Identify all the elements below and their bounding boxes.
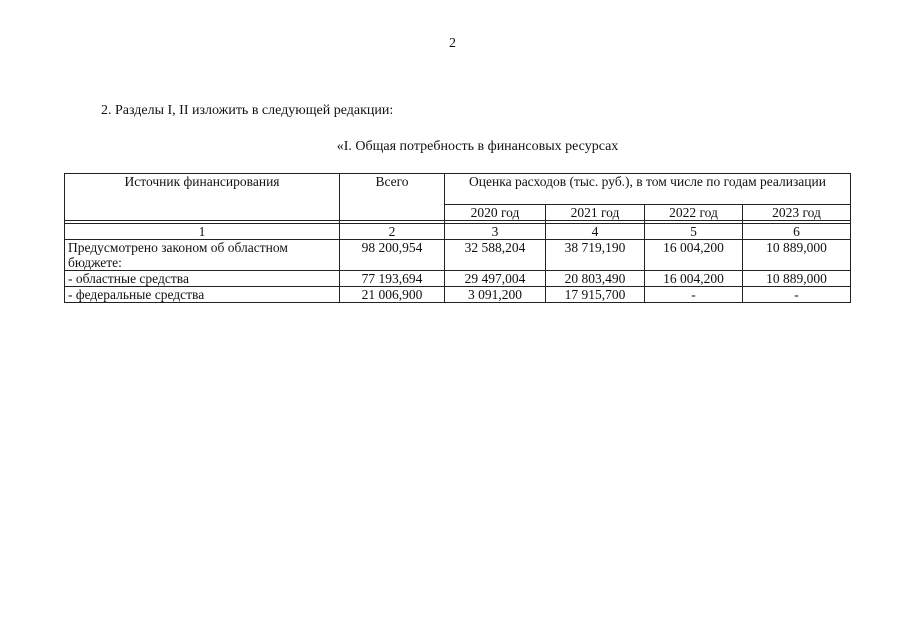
header-total: Всего [340, 174, 445, 221]
header-estimate: Оценка расходов (тыс. руб.), в том числе по годам реализации [445, 174, 851, 205]
amendment-instruction: 2. Разделы I, II изложить в следующей редакции: [101, 103, 394, 118]
row-source: - федеральные средства [65, 287, 340, 303]
row-value-2020: 32 588,204 [445, 240, 546, 271]
column-number: 2 [340, 224, 445, 240]
row-value-2023: 10 889,000 [743, 240, 851, 271]
column-number: 6 [743, 224, 851, 240]
row-source: - областные средства [65, 271, 340, 287]
column-number: 1 [65, 224, 340, 240]
row-value-2021: 17 915,700 [546, 287, 645, 303]
page-number: 2 [449, 36, 456, 51]
row-source: Предусмотрено законом об областном бюджете: [65, 240, 340, 271]
header-source: Источник финансирования [65, 174, 340, 221]
row-total: 77 193,694 [340, 271, 445, 287]
column-number: 5 [645, 224, 743, 240]
header-year-2023: 2023 год [743, 205, 851, 221]
row-total: 98 200,954 [340, 240, 445, 271]
table-row [65, 271, 851, 287]
row-value-2023: - [743, 287, 851, 303]
column-number: 3 [445, 224, 546, 240]
row-value-2020: 3 091,200 [445, 287, 546, 303]
row-value-2020: 29 497,004 [445, 271, 546, 287]
table-header-row [65, 174, 851, 205]
header-year-2021: 2021 год [546, 205, 645, 221]
row-value-2023: 10 889,000 [743, 271, 851, 287]
column-number: 4 [546, 224, 645, 240]
row-value-2021: 20 803,490 [546, 271, 645, 287]
row-value-2022: - [645, 287, 743, 303]
table-row [65, 287, 851, 303]
row-value-2021: 38 719,190 [546, 240, 645, 271]
column-numbers-row [65, 224, 851, 240]
row-value-2022: 16 004,200 [645, 240, 743, 271]
row-value-2022: 16 004,200 [645, 271, 743, 287]
header-year-2020: 2020 год [445, 205, 546, 221]
table-row [65, 240, 851, 271]
header-year-2022: 2022 год [645, 205, 743, 221]
row-total: 21 006,900 [340, 287, 445, 303]
financing-table [64, 173, 851, 303]
section-title: «I. Общая потребность в финансовых ресурсах [336, 139, 619, 154]
